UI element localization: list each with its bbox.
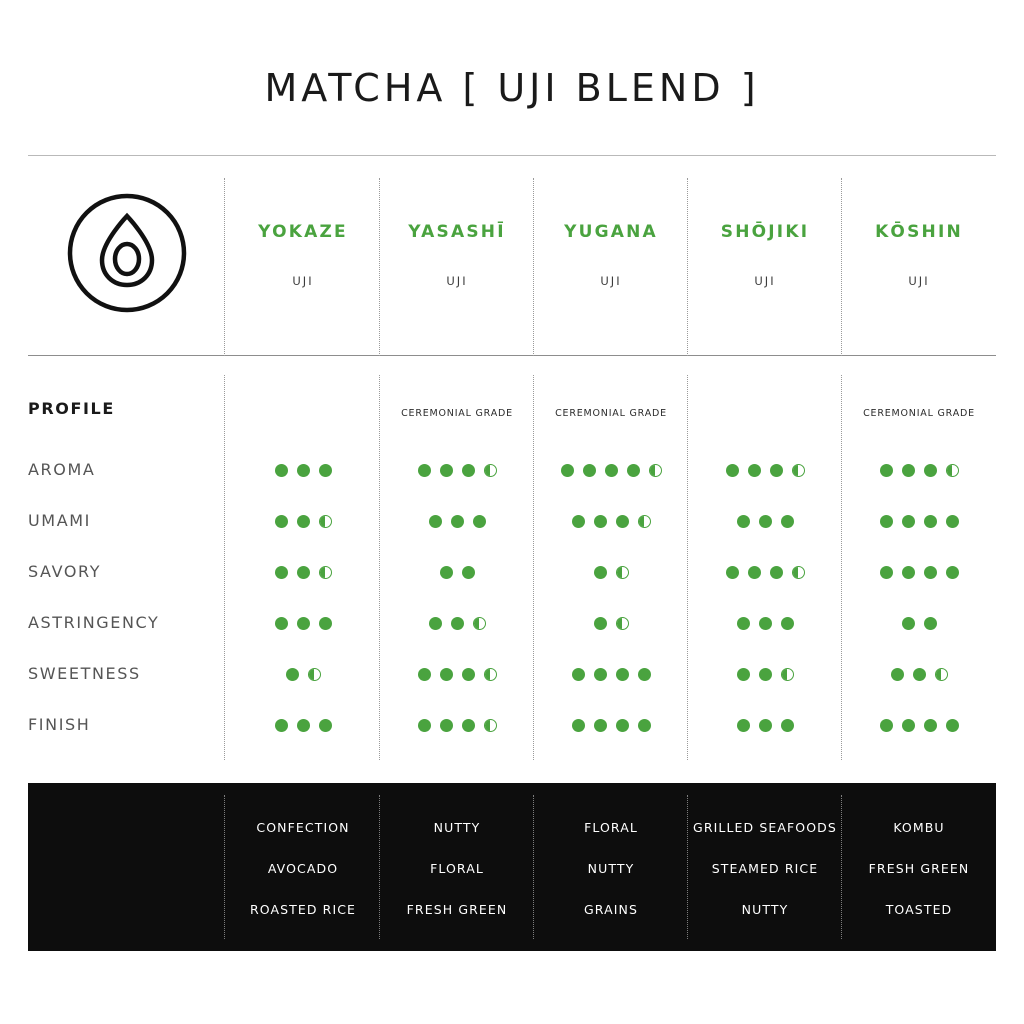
rating-dot-full bbox=[418, 719, 431, 732]
rating-dot-full bbox=[737, 668, 750, 681]
rating-dot-full bbox=[759, 617, 772, 630]
rating-dot-full bbox=[297, 515, 310, 528]
rating-dot-full bbox=[583, 464, 596, 477]
rating-dot-full bbox=[297, 617, 310, 630]
rating-dot-full bbox=[726, 464, 739, 477]
rating-dot-full bbox=[781, 617, 794, 630]
rating-dot-half bbox=[616, 617, 629, 630]
rating-dots-shjiki-umami bbox=[690, 514, 840, 528]
rating-dot-half bbox=[308, 668, 321, 681]
rating-dot-half bbox=[792, 464, 805, 477]
matcha-droplet-logo-icon bbox=[66, 192, 188, 314]
rating-dot-full bbox=[781, 515, 794, 528]
rating-dot-half bbox=[935, 668, 948, 681]
rating-dot-full bbox=[319, 464, 332, 477]
row-label-astringency: ASTRINGENCY bbox=[28, 613, 160, 632]
rating-dots-shjiki-sweetness bbox=[690, 667, 840, 681]
aroma-note-item: FLORAL bbox=[584, 820, 638, 835]
rating-dots-yokaze-aroma bbox=[228, 463, 378, 477]
column-name: YASASHĪ bbox=[408, 222, 506, 242]
rating-dot-full bbox=[594, 719, 607, 732]
rating-dot-half bbox=[484, 668, 497, 681]
rating-dots-yasash-savory bbox=[382, 565, 532, 579]
note-column-separator bbox=[841, 795, 842, 939]
divider-middle bbox=[28, 355, 996, 356]
rating-dot-full bbox=[946, 515, 959, 528]
rating-dot-half bbox=[484, 464, 497, 477]
aroma-note-column-yasashi bbox=[382, 816, 532, 939]
rating-dot-full bbox=[605, 464, 618, 477]
rating-dot-full bbox=[902, 617, 915, 630]
rating-dots-yokaze-umami bbox=[228, 514, 378, 528]
rating-dot-half bbox=[473, 617, 486, 630]
rating-dot-full bbox=[429, 617, 442, 630]
column-header-koshin bbox=[844, 222, 994, 288]
aroma-note-item: STEAMED RICE bbox=[711, 861, 819, 876]
rating-dot-full bbox=[770, 566, 783, 579]
rating-dots-yasash-sweetness bbox=[382, 667, 532, 681]
rating-dot-full bbox=[473, 515, 486, 528]
aroma-note-column-shojiki bbox=[690, 816, 840, 939]
rating-dots-shjiki-astringency bbox=[690, 616, 840, 630]
aroma-note-column-yokaze bbox=[228, 816, 378, 939]
rating-dot-full bbox=[319, 617, 332, 630]
rating-dot-full bbox=[275, 719, 288, 732]
rating-dots-yugana-astringency bbox=[536, 616, 686, 630]
rating-dots-yokaze-savory bbox=[228, 565, 378, 579]
aroma-note-item: TOASTED bbox=[885, 902, 953, 917]
rating-dot-full bbox=[726, 566, 739, 579]
rating-dot-full bbox=[737, 617, 750, 630]
row-label-sweetness: SWEETNESS bbox=[28, 664, 141, 683]
rating-dot-full bbox=[902, 464, 915, 477]
aroma-note-item: CONFECTION bbox=[256, 820, 350, 835]
rating-dot-full bbox=[770, 464, 783, 477]
rating-dot-half bbox=[792, 566, 805, 579]
column-header-shojiki bbox=[690, 222, 840, 288]
rating-dots-kshin-sweetness bbox=[844, 667, 994, 681]
aroma-note-column-koshin bbox=[844, 816, 994, 939]
rating-dot-full bbox=[946, 566, 959, 579]
aroma-note-title: AROMA NOTE bbox=[49, 74, 203, 94]
rating-dot-half bbox=[616, 566, 629, 579]
rating-dot-full bbox=[759, 719, 772, 732]
aroma-note-column-yugana bbox=[536, 816, 686, 939]
aroma-note-item: FRESH GREEN bbox=[406, 902, 508, 917]
column-separator bbox=[224, 375, 225, 760]
rating-dot-full bbox=[902, 515, 915, 528]
aroma-note-item: FLORAL bbox=[430, 861, 484, 876]
rating-dot-full bbox=[594, 566, 607, 579]
row-label-profile: PROFILE bbox=[28, 399, 115, 418]
rating-dots-yugana-finish bbox=[536, 718, 686, 732]
rating-dots-kshin-savory bbox=[844, 565, 994, 579]
column-origin: UJI bbox=[908, 274, 930, 288]
rating-dot-full bbox=[275, 464, 288, 477]
rating-dot-half bbox=[649, 464, 662, 477]
rating-dot-full bbox=[429, 515, 442, 528]
rating-dot-full bbox=[462, 719, 475, 732]
rating-dot-full bbox=[462, 668, 475, 681]
rating-dot-full bbox=[572, 515, 585, 528]
rating-dot-full bbox=[616, 719, 629, 732]
rating-dot-half bbox=[946, 464, 959, 477]
rating-dot-full bbox=[297, 566, 310, 579]
rating-dot-full bbox=[759, 668, 772, 681]
rating-dot-full bbox=[275, 566, 288, 579]
rating-dots-yasash-astringency bbox=[382, 616, 532, 630]
column-origin: UJI bbox=[754, 274, 776, 288]
rating-dots-kshin-umami bbox=[844, 514, 994, 528]
column-separator bbox=[379, 375, 380, 760]
aroma-note-item: AVOCADO bbox=[267, 861, 339, 876]
rating-dot-full bbox=[627, 464, 640, 477]
column-origin: UJI bbox=[292, 274, 314, 288]
rating-dot-full bbox=[462, 566, 475, 579]
rating-dot-full bbox=[638, 668, 651, 681]
rating-dots-yasash-finish bbox=[382, 718, 532, 732]
column-name: KŌSHIN bbox=[875, 222, 963, 242]
rating-dots-yugana-sweetness bbox=[536, 667, 686, 681]
note-column-separator bbox=[379, 795, 380, 939]
row-label-aroma: AROMA bbox=[28, 460, 96, 479]
rating-dot-full bbox=[924, 617, 937, 630]
column-header-yasashi bbox=[382, 222, 532, 288]
row-label-savory: SAVORY bbox=[28, 562, 102, 581]
column-separator bbox=[841, 178, 842, 356]
rating-dots-yasash-umami bbox=[382, 514, 532, 528]
column-name: YOKAZE bbox=[258, 222, 348, 242]
rating-dot-full bbox=[275, 515, 288, 528]
aroma-note-item: ROASTED RICE bbox=[249, 902, 357, 917]
note-column-separator bbox=[687, 795, 688, 939]
rating-dot-full bbox=[616, 515, 629, 528]
aroma-note-item: NUTTY bbox=[587, 861, 635, 876]
rating-dot-full bbox=[737, 515, 750, 528]
divider-top bbox=[28, 155, 996, 156]
rating-dot-full bbox=[297, 719, 310, 732]
rating-dot-full bbox=[572, 668, 585, 681]
rating-dot-full bbox=[748, 464, 761, 477]
column-header-yugana bbox=[536, 222, 686, 288]
rating-dots-shjiki-savory bbox=[690, 565, 840, 579]
rating-dot-half bbox=[484, 719, 497, 732]
rating-dot-full bbox=[297, 464, 310, 477]
rating-dot-full bbox=[781, 719, 794, 732]
rating-dot-full bbox=[924, 719, 937, 732]
rating-dot-full bbox=[451, 515, 464, 528]
rating-dots-yugana-aroma bbox=[536, 463, 686, 477]
grade-label-koshin: CEREMONIAL GRADE bbox=[863, 408, 975, 419]
aroma-note-item: NUTTY bbox=[433, 820, 481, 835]
rating-dot-full bbox=[759, 515, 772, 528]
rating-dot-full bbox=[594, 617, 607, 630]
rating-dots-kshin-astringency bbox=[844, 616, 994, 630]
rating-dot-full bbox=[594, 668, 607, 681]
column-name: YUGANA bbox=[564, 222, 658, 242]
rating-dot-full bbox=[440, 719, 453, 732]
rating-dot-full bbox=[275, 617, 288, 630]
rating-dot-full bbox=[462, 464, 475, 477]
rating-dot-full bbox=[880, 464, 893, 477]
column-separator bbox=[533, 178, 534, 356]
rating-dot-full bbox=[319, 719, 332, 732]
rating-dot-full bbox=[440, 566, 453, 579]
rating-dots-yugana-savory bbox=[536, 565, 686, 579]
column-name: SHŌJIKI bbox=[720, 222, 810, 242]
rating-dot-full bbox=[924, 464, 937, 477]
rating-dot-full bbox=[418, 464, 431, 477]
rating-dot-full bbox=[902, 719, 915, 732]
rating-dot-full bbox=[880, 719, 893, 732]
rating-dot-half bbox=[319, 515, 332, 528]
rating-dot-full bbox=[891, 668, 904, 681]
rating-dots-shjiki-finish bbox=[690, 718, 840, 732]
rating-dot-full bbox=[880, 515, 893, 528]
rating-dot-full bbox=[924, 515, 937, 528]
column-separator bbox=[224, 178, 225, 356]
column-separator bbox=[533, 375, 534, 760]
rating-dot-full bbox=[418, 668, 431, 681]
rating-dot-full bbox=[572, 719, 585, 732]
column-header-yokaze bbox=[228, 222, 378, 288]
rating-dot-full bbox=[440, 464, 453, 477]
rating-dot-full bbox=[737, 719, 750, 732]
rating-dot-full bbox=[913, 668, 926, 681]
rating-dot-half bbox=[781, 668, 794, 681]
rating-dots-yasash-aroma bbox=[382, 463, 532, 477]
rating-dot-full bbox=[924, 566, 937, 579]
column-origin: UJI bbox=[446, 274, 468, 288]
row-label-umami: UMAMI bbox=[28, 511, 91, 530]
aroma-note-item: KOMBU bbox=[893, 820, 945, 835]
rating-dot-full bbox=[880, 566, 893, 579]
rating-dot-half bbox=[319, 566, 332, 579]
note-column-separator bbox=[224, 795, 225, 939]
rating-dot-half bbox=[638, 515, 651, 528]
column-separator bbox=[379, 178, 380, 356]
aroma-note-item: FRESH GREEN bbox=[868, 861, 970, 876]
column-origin: UJI bbox=[600, 274, 622, 288]
rating-dot-full bbox=[616, 668, 629, 681]
column-separator bbox=[687, 375, 688, 760]
row-label-finish: FINISH bbox=[28, 715, 91, 734]
rating-dot-full bbox=[594, 515, 607, 528]
rating-dot-full bbox=[440, 668, 453, 681]
rating-dot-full bbox=[286, 668, 299, 681]
rating-dot-full bbox=[748, 566, 761, 579]
rating-dot-full bbox=[451, 617, 464, 630]
page-title: MATCHA [ UJI BLEND ] bbox=[264, 66, 760, 110]
rating-dot-full bbox=[561, 464, 574, 477]
column-separator bbox=[687, 178, 688, 356]
rating-dots-kshin-finish bbox=[844, 718, 994, 732]
aroma-note-item: NUTTY bbox=[741, 902, 789, 917]
rating-dots-yokaze-astringency bbox=[228, 616, 378, 630]
rating-dots-kshin-aroma bbox=[844, 463, 994, 477]
note-column-separator bbox=[533, 795, 534, 939]
grade-label-yugana: CEREMONIAL GRADE bbox=[555, 408, 667, 419]
rating-dots-yokaze-finish bbox=[228, 718, 378, 732]
rating-dot-full bbox=[946, 719, 959, 732]
rating-dots-yokaze-sweetness bbox=[228, 667, 378, 681]
column-separator bbox=[841, 375, 842, 760]
grade-label-yasashi: CEREMONIAL GRADE bbox=[401, 408, 513, 419]
rating-dot-full bbox=[902, 566, 915, 579]
rating-dot-full bbox=[638, 719, 651, 732]
aroma-note-item: GRILLED SEAFOODS bbox=[693, 820, 837, 835]
aroma-note-item: GRAINS bbox=[584, 902, 638, 917]
rating-dots-shjiki-aroma bbox=[690, 463, 840, 477]
rating-dots-yugana-umami bbox=[536, 514, 686, 528]
